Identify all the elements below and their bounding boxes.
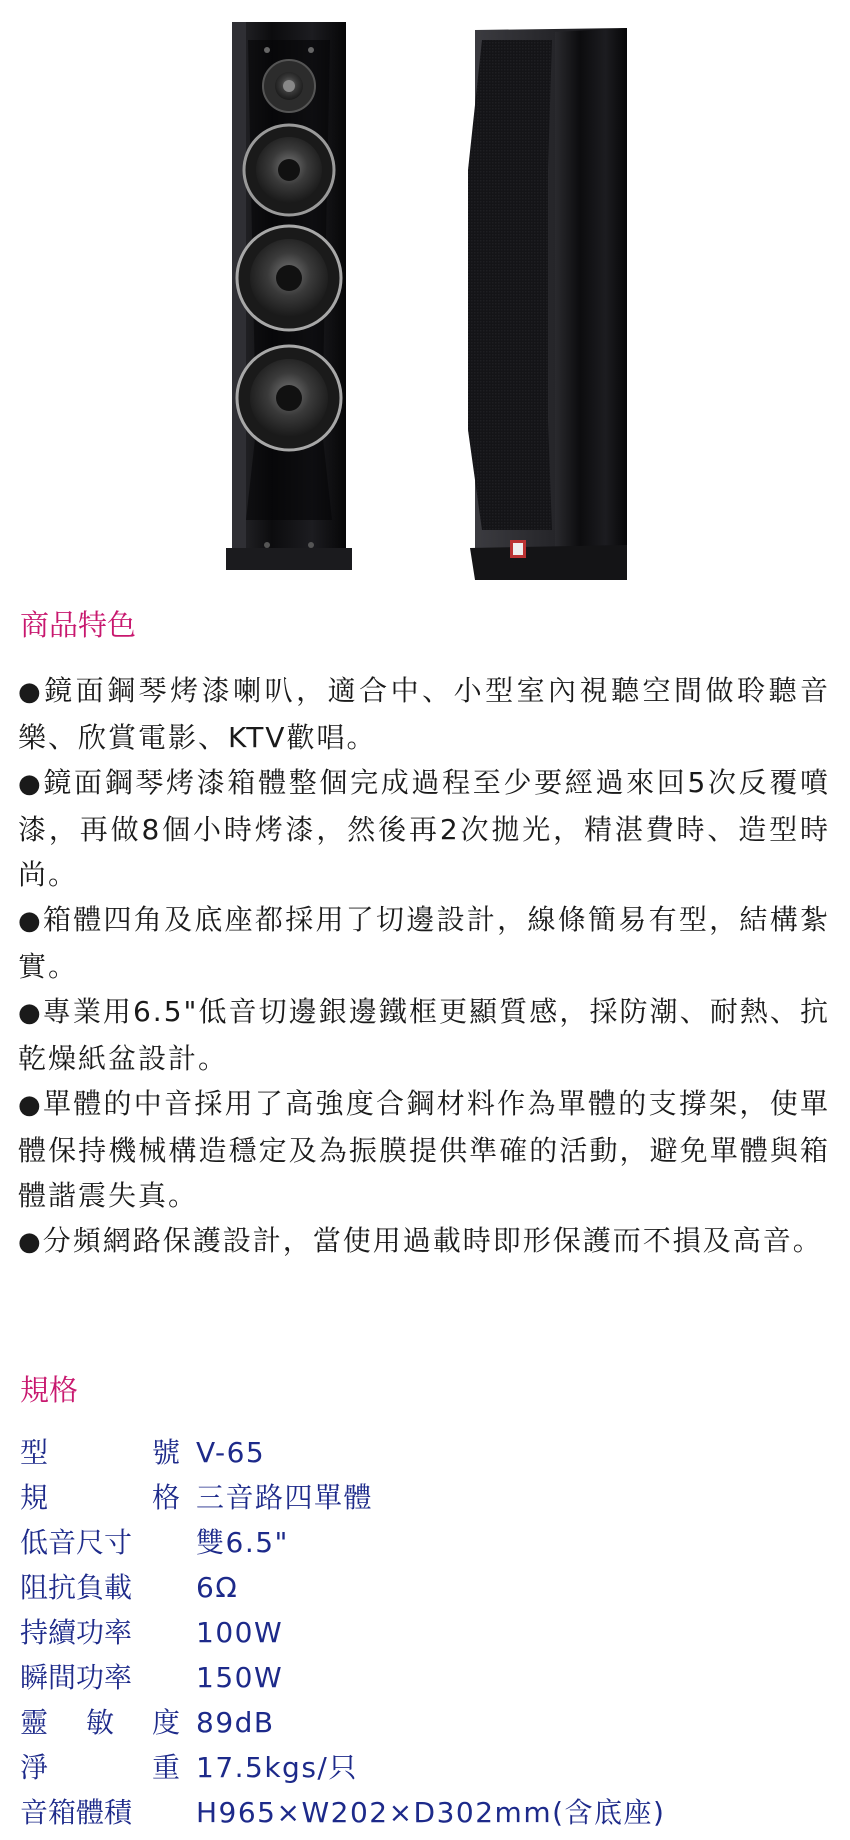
spec-label: 瞬 間 功 率 <box>20 1661 133 1694</box>
spec-row <box>20 1565 840 1610</box>
spec-value: 100W <box>196 1616 284 1649</box>
spec-value: 三音路四單體 <box>196 1481 374 1514</box>
feature-item <box>18 760 830 897</box>
bullet-icon: ● <box>18 906 41 936</box>
feature-item <box>18 989 830 1081</box>
spec-row <box>20 1430 840 1475</box>
spec-row <box>20 1475 840 1520</box>
bullet-icon: ● <box>18 1227 41 1257</box>
feature-item <box>18 1081 830 1218</box>
spec-row <box>20 1700 840 1745</box>
spec-label: 持 續 功 率 <box>20 1616 133 1649</box>
spec-label: 規 格 <box>20 1481 180 1514</box>
spec-value: 17.5kgs/只 <box>196 1751 358 1784</box>
bullet-icon: ● <box>18 677 43 707</box>
speaker-grille-view <box>468 28 627 580</box>
feature-text: 分頻網路保護設計，當使用過載時即形保護而不損及高音。 <box>42 1224 823 1257</box>
spec-value: 89dB <box>196 1706 275 1739</box>
bullet-icon: ● <box>18 769 42 799</box>
feature-text: 鏡面鋼琴烤漆箱體整個完成過程至少要經過來回5次反覆噴漆，再做8個小時烤漆，然後再2次拋光，精湛費時、造型時尚。 <box>18 766 830 891</box>
specs-table <box>20 1430 840 1835</box>
spec-row <box>20 1655 840 1700</box>
spec-label: 型 號 <box>20 1436 180 1469</box>
spec-label: 淨 重 <box>20 1751 180 1784</box>
spec-row <box>20 1610 840 1655</box>
feature-item <box>18 1218 830 1265</box>
spec-label: 音 箱 體 積 <box>20 1796 133 1829</box>
specs-heading: 規格 <box>20 1373 79 1407</box>
bullet-icon: ● <box>18 998 41 1028</box>
feature-text: 單體的中音採用了高強度合鋼材料作為單體的支撐架，使單體保持機械構造穩定及為振膜提供準確的活動，避免單體與箱體諧震失真。 <box>18 1087 830 1212</box>
spec-label: 低 音 尺 寸 <box>20 1526 133 1559</box>
spec-label: 阻 抗 負 載 <box>20 1571 133 1604</box>
spec-value: H965×W202×D302mm(含底座) <box>196 1796 666 1829</box>
feature-text: 鏡面鋼琴烤漆喇叭，適合中、小型室內視聽空間做聆聽音樂、欣賞電影、KTV歡唱。 <box>18 674 830 754</box>
spec-value: 雙6.5" <box>196 1526 289 1559</box>
feature-item <box>18 668 830 760</box>
spec-value: V-65 <box>196 1436 266 1469</box>
features-heading: 商品特色 <box>20 608 137 642</box>
speaker-front-view <box>226 22 352 570</box>
product-image <box>0 0 850 580</box>
bullet-icon: ● <box>18 1090 41 1120</box>
spec-row <box>20 1745 840 1790</box>
spec-label: 靈 敏 度 <box>20 1706 180 1739</box>
feature-text: 箱體四角及底座都採用了切邊設計，線條簡易有型，結構紮實。 <box>18 903 830 983</box>
feature-item <box>18 897 830 989</box>
spec-row <box>20 1520 840 1565</box>
feature-text: 專業用6.5"低音切邊銀邊鐵框更顯質感，採防潮、耐熱、抗乾燥紙盆設計。 <box>18 995 830 1075</box>
spec-value: 150W <box>196 1661 284 1694</box>
spec-value: 6Ω <box>196 1571 239 1604</box>
spec-row <box>20 1790 840 1835</box>
features-list <box>18 668 830 1265</box>
